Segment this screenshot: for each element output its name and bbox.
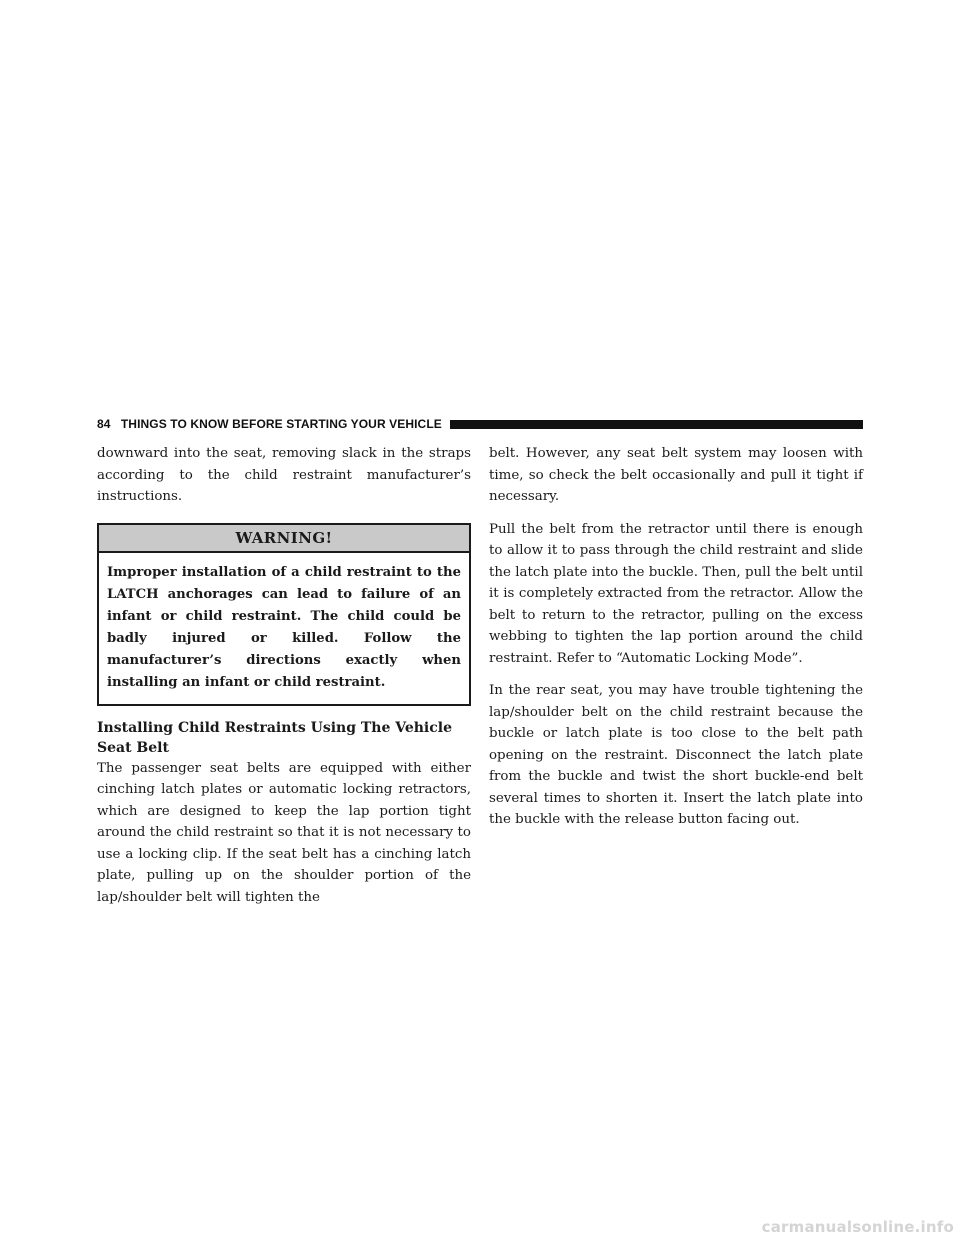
paragraph-rear-seat: In the rear seat, you may have trouble tightening the lap/shoulder belt on the child restraint because the buckle or latch plate is too close to the belt path opening on the restraint. Disconnect the latch plate from the buckle and twist the short buckle-end belt several times to shorten it. Insert the latch plate into the buckle with the release button facing out.: [489, 683, 863, 827]
section-paragraph: The passenger seat belts are equipped with either cinching latch plates or automatic locking retractors, which are designed to keep the lap portion tight around the child restraint so that it is not necessary to use a locking clip. If the seat belt has a cinching latch plate, pulling up on the shoulder portion of the lap/shoulder belt will tighten the: [97, 760, 471, 905]
left-column: [97, 443, 471, 908]
chapter-title: THINGS TO KNOW BEFORE STARTING YOUR VEHICLE: [120, 417, 442, 431]
watermark: carmanualsonline.info: [761, 1218, 954, 1236]
paragraph-belt-loosen: belt. However, any seat belt system may loosen with time, so check the belt occasionally and pull it tight if necessary.: [489, 446, 863, 504]
intro-paragraph: downward into the seat, removing slack in the straps according to the child restraint manufacturer’s instructions.: [97, 446, 471, 504]
section-heading: Installing Child Restraints Using The Vehicle Seat Belt: [97, 719, 452, 756]
page-header-text: [97, 417, 442, 431]
warning-body: Improper installation of a child restraint to the LATCH anchorages can lead to failure of an infant or child restraint. The child could be badly injured or killed. Follow the manufacturer’s directions exactly when installing an infant or child restraint.: [107, 564, 461, 690]
header-rule: [450, 420, 863, 429]
page-number: 84: [97, 417, 111, 431]
running-header: [97, 417, 863, 431]
warning-title: WARNING!: [99, 525, 469, 553]
paragraph-pull-belt: Pull the belt from the retractor until there is enough to allow it to pass through the child restraint and slide the latch plate into the buckle. Then, pull the belt until it is completely extracted from the retractor. Allow the belt to return to the retractor, pulling on the excess webbing to tighten the lap portion around the child restraint. Refer to “Automatic Locking Mode”.: [489, 521, 863, 666]
warning-box: [97, 523, 471, 706]
right-column: [489, 443, 863, 831]
